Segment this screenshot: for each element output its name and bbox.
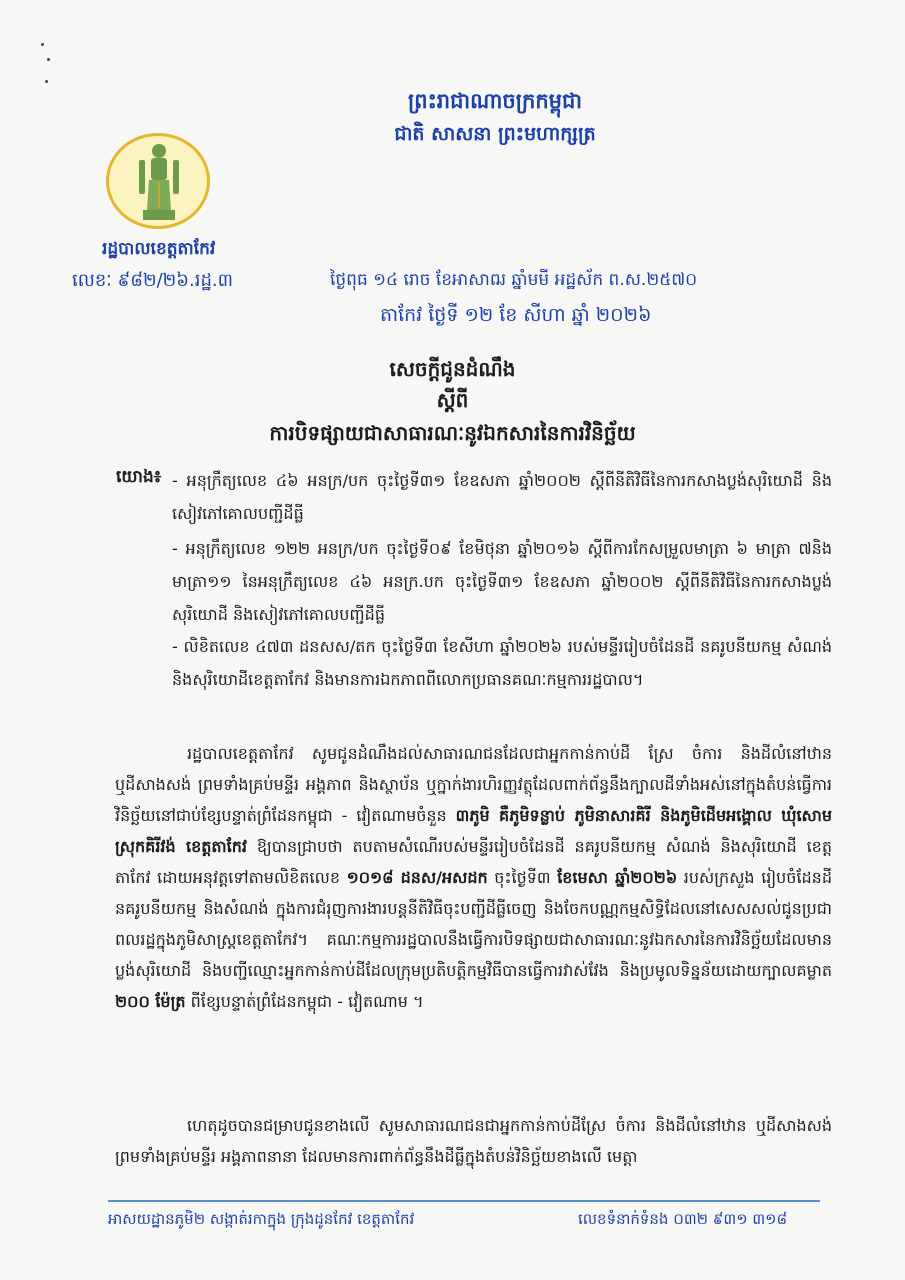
solar-date: តាកែវ ថ្ងៃទី ១២ ខែ សីហា ឆ្នាំ ២០២៦ [380,304,652,326]
scan-speck [45,80,48,83]
scan-speck [41,43,44,46]
body-text: ឱ្យបានជ្រាបថា តបតាមសំណើរបស់មន្ទីររៀបចំដែនដី នគរូបនីយកម្ម សំណង់ និងសុរិយោដី ខេត្តតាកែវ ដោយអនុវត្តទៅតាមលិខិតលេខ [115,837,832,887]
scan-speck [47,58,50,61]
body-paragraph-request: ហេតុដូចបានជម្រាបជូនខាងលើ សូមសាធារណជនជាអ្នកកាន់កាប់ដីស្រែ ចំការ និងដីលំនៅឋាន ឬដីសាងសង់ ព្រមទាំងគ្រប់មន្ទីរ អង្គភាពនានា ដែលមានការពាក់ព័ន្ធនឹងដីធ្លីក្នុងតំបន់វិនិច្ឆ័យខាងលើ មេត្តា [115,1116,832,1166]
lunar-date: ថ្ងៃពុធ ១៤ រោច ខែអាសាឍ ឆ្នាំមមី អដ្ឋស័ក ព.ស.២៥៧០ [330,270,698,290]
reference-item: - អនុក្រឹត្យលេខ ១២២ អនក្រ/បក ចុះថ្ងៃទី០៩ ខែមិថុនា ឆ្នាំ២០១៦ ស្តីពីការកែសម្រួលមាត្រា ៦ មាត្រា ៧និងមាត្រា១១ នៃអនុក្រឹត្យលេខ ៤៦ អនក្រ.បក ចុះថ្ងៃទី៣១ ខែឧសភា ឆ្នាំ២០០២ ស្តីពីនីតិវិធីនៃការកសាងប្លង់សុរិយោដី និងសៀវភៅគោលបញ្ជីដីធ្លី [172,539,832,624]
letter-date-emphasis: ខែមេសា ឆ្នាំ២០២៦ [557,868,678,887]
body-paragraph-main [115,738,832,1017]
reference-number: លេខៈ ៩៨២/២៦.រដ្ឋ.៣ [72,270,233,291]
body-text: ចុះថ្ងៃទី៣ [487,868,558,887]
distance-emphasis: ២០០ ម៉ែត្រ [115,992,186,1011]
body-text: រដ្ឋបាលខេត្តតាកែវ សូមជូនដំណឹងដល់សាធារណជនដែលជាអ្នកកាន់កាប់ដី ស្រែ ចំការ និងដីលំនៅឋាន ឬដីសាងសង់ ព្រមទាំងគ្រប់មន្ទីរ អង្គភាព និងស្ថាប័ន ឬក្នាក់ងារហិរញ្ញវត្ថុដែលពាក់ព័ន្ធនឹងក្បាលដីទាំងអស់នៅក្នុងតំបន់ធ្វើការវិនិច្ឆ័យនៅជាប់ខ្សែបន្ទាត់ព្រំដែនកម្ពុជា - វៀតណាមចំនួន [115,744,832,825]
body-text: ពីខ្សែបន្ទាត់ព្រំដែនកម្ពុជា - វៀតណាម ។ [185,992,424,1011]
provincial-seal-statue-icon [106,133,210,229]
reference-item: - អនុក្រឹត្យលេខ ៤៦ អនក្រ/បក ចុះថ្ងៃទី៣១ ខែឧសភា ឆ្នាំ២០០២ ស្តីពីនីតិវិធីនៃការកសាងប្លង់សុរិយោដី និងសៀវភៅគោលបញ្ជីដីធ្លី [172,471,832,523]
footer-divider [108,1200,820,1202]
notice-subtitle: ស្តីពី [436,388,469,412]
body-text: របស់ក្រសួង រៀបចំដែនដី នគរូបនីយកម្ម និងសំណង់ ក្នុងការជំរុញការងារបន្តនីតិវិធីចុះបញ្ជីដីធ្លីចេញ និងចែកបណ្ណកម្មសិទ្ធិដែលនៅសេសសល់ជូនប្រជាពលរដ្ឋក្នុងភូមិសាស្ត្រខេត្តតាកែវ។ គណៈកម្មការរដ្ឋបាលនឹងធ្វើការបិទផ្សាយជាសាធារណៈនូវឯកសារនៃការវិនិច្ឆ័យដែលមានប្លង់សុរិយោដី និងបញ្ជីឈ្មោះអ្នកកាន់កាប់ដីដែលក្រុមប្រតិបត្តិកម្មវិធីបានធ្វើការវាស់វែង និងប្រមូលទិន្នន័យដោយក្បាលគម្លាត [115,868,832,980]
letter-number-emphasis: ១០១៨ ដនស/អសដក [346,868,488,887]
footer-phone: លេខទំនាក់ទំនង ០៣២ ៩៣១ ៣១៨ [578,1210,788,1228]
notice-title: សេចក្តីជូនដំណឹង [389,357,516,381]
notice-subject: ការបិទផ្សាយជាសាធារណៈនូវឯកសារនៃការវិនិច្ឆ័យ [269,421,636,445]
footer-address: អាសយដ្ឋានភូមិ២ សង្កាត់រកាក្នុង ក្រុងដូនកែវ ខេត្តតាកែវ [108,1210,415,1228]
national-motto: ជាតិ សាសនា ព្រះមហាក្សត្រ [394,123,596,145]
kingdom-heading: ព្រះរាជាណាចក្រកម្ពុជា [407,89,582,113]
villages-emphasis: ៣ភូមិ គឺភូមិទន្លាប់ ភូមិនាសារគិរី និងភូមិដើមអង្គោល ឃុំសោម ស្រុកគិរីវង់ ខេត្តតាកែវ [115,806,833,856]
issuing-authority: រដ្ឋបាលខេត្តតាកែវ [102,239,216,259]
reference-item: - លិខិតលេខ ៤៧៣ ដនសស/តក ចុះថ្ងៃទី៣ ខែសីហា ឆ្នាំ២០២៦ របស់មន្ទីររៀបចំដែនដី នគរូបនីយកម្ម សំណង់ និងសុរិយោដីខេត្តតាកែវ និងមានការឯកភាពពីលោកប្រធានគណៈកម្មការរដ្ឋបាល។ [172,637,832,689]
references-label: យោង៖ [116,467,162,487]
